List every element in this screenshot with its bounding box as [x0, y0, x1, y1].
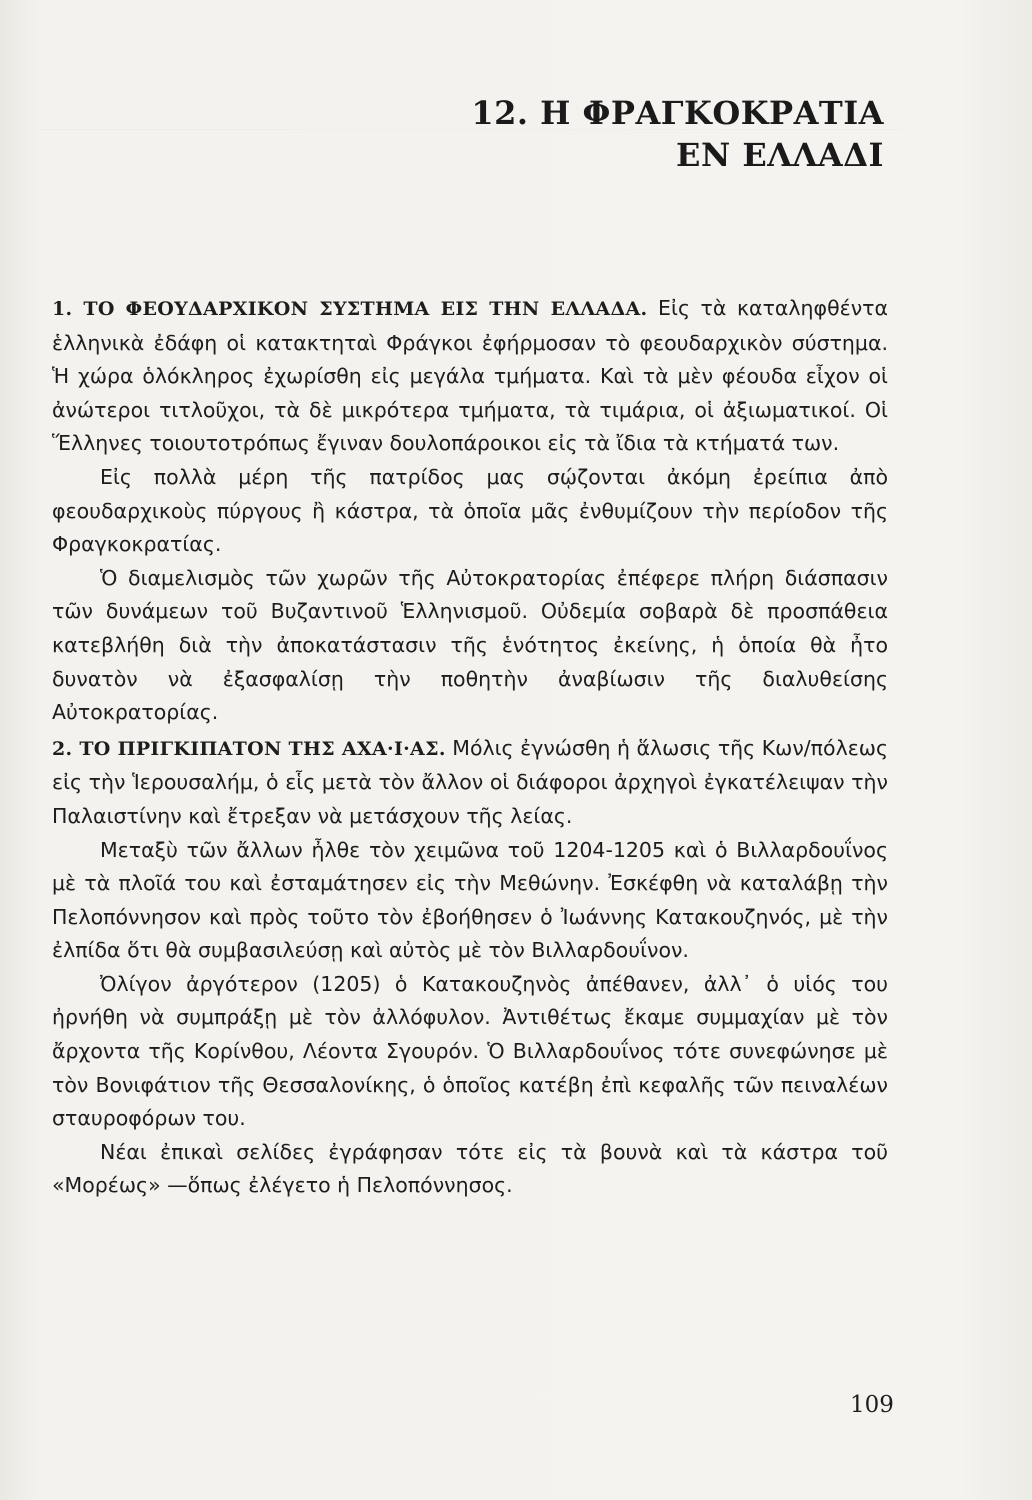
paragraph: Ὁ διαμελισμὸς τῶν χωρῶν τῆς Αὐτοκρατορίας ἐπέφερε πλήρη διάσπασιν τῶν δυνάμεων τοῦ Βυζαντινοῦ Ἑλληνισμοῦ. Οὐδεμία σοβαρὰ δὲ προσπάθεια κατεβλήθη διὰ τὴν ἀποκατάστασιν τῆς ἑνότητος ἐκείνης, ἡ ὁποία θὰ ἦτο δυνατὸν νὰ ἐξασφαλίσῃ τὴν ποθητὴν ἀναβίωσιν τῆς διαλυθείσης Αὐτοκρατορίας. [52, 565, 888, 725]
section-feudal-system [52, 292, 888, 730]
section-heading: 1. ΤΟ ΦΕΟΥΔΑΡΧΙΚΟΝ ΣΥΣΤΗΜΑ ΕΙΣ ΤΗΝ ΕΛΛΑΔΑ. [52, 298, 648, 320]
chapter-title-line-1: 12. Η ΦΡΑΓΚΟΚΡΑΤΙΑ [471, 94, 884, 132]
paragraph: Εἰς πολλὰ μέρη τῆς πατρίδος μας σῴζονται ἀκόμη ἐρείπια ἀπὸ φεουδαρχικοὺς πύργους ἢ κάστρα, τὰ ὁποῖα μᾶς ἐνθυμίζουν τὴν περίοδον τῆς Φραγκοκρατίας. [52, 464, 888, 557]
paragraph-text: Εἰς τὰ καταληφθέντα ἑλληνικὰ ἐδάφη οἱ κατακτηταὶ Φράγκοι ἐφήρμοσαν τὸ φεουδαρχικὸν σύστημα. Ἡ χώρα ὁλόκληρος ἐχωρίσθη εἰς μεγάλα τμήματα. Καὶ τὰ μὲν φέουδα εἶχον οἱ ἀνώτεροι τιτλοῦχοι, τὰ δὲ μικρότερα τμήματα, τὰ τιμάρια, οἱ ἀξιωματικοί. Οἱ Ἕλληνες τοιουτοτρόπως ἔγιναν δουλοπάροικοι εἰς τὰ ἴδια τὰ κτήματά των. [52, 296, 888, 456]
paragraph: Νέαι ἐπικαὶ σελίδες ἐγράφησαν τότε εἰς τὰ βουνὰ καὶ τὰ κάστρα τοῦ «Μορέως» —ὅπως ἐλέγετο ἡ Πελοπόννησος. [52, 1139, 888, 1198]
section-principality-achaia [52, 732, 888, 1203]
paragraph: Μεταξὺ τῶν ἄλλων ἦλθε τὸν χειμῶνα τοῦ 1204-1205 καὶ ὁ Βιλλαρδουΐνος μὲ τὰ πλοῖά του καὶ ἐσταμάτησεν εἰς τὴν Μεθώνην. Ἐσκέφθη νὰ καταλάβῃ τὴν Πελοπόννησον καὶ πρὸς τοῦτο τὸν ἐβοήθησεν ὁ Ἰωάννης Κατακουζηνός, μὲ τὴν ἐλπίδα ὅτι θὰ συμβασιλεύσῃ καὶ αὐτὸς μὲ τὸν Βιλλαρδουΐνον. [52, 837, 888, 963]
section-heading: 2. ΤΟ ΠΡΙΓΚΙΠΑΤΟΝ ΤΗΣ ΑΧΑ·Ι·ΑΣ. [52, 737, 446, 760]
section-opening-paragraph [52, 292, 888, 461]
paragraph: Ὀλίγον ἀργότερον (1205) ὁ Κατακουζηνὸς ἀπέθανεν, ἀλλ᾽ ὁ υἱός του ἠρνήθη νὰ συμπράξῃ μὲ τὸν ἀλλόφυλον. Ἀντιθέτως ἔκαμε συμμαχίαν μὲ τὸν ἄρχοντα τῆς Κορίνθου, Λέοντα Σγουρόν. Ὁ Βιλλαρδουΐνος τότε συνεφώνησε μὲ τὸν Βονιφάτιον τῆς Θεσσαλονίκης, ὁ ὁποῖος κατέβη ἐπὶ κεφαλῆς τῶν πειναλέων σταυροφόρων του. [52, 971, 888, 1131]
chapter-title [471, 92, 884, 176]
section-opening-paragraph [52, 732, 888, 834]
body-text [52, 292, 888, 1203]
paragraph-text: Μόλις ἐγνώσθη ἡ ἅλωσις τῆς Κων/πόλεως εἰς τὴν Ἱερουσαλήμ, ὁ εἷς μετὰ τὸν ἄλλον οἱ διάφοροι ἀρχηγοὶ ἐγκατέλειψαν τὴν Παλαιστίνην καὶ ἔτρεξαν νὰ μετάσχουν τῆς λείας. [52, 735, 888, 828]
page-number: 109 [850, 1392, 894, 1418]
chapter-title-line-2: ΕΝ ΕΛΛΑΔΙ [676, 136, 884, 174]
